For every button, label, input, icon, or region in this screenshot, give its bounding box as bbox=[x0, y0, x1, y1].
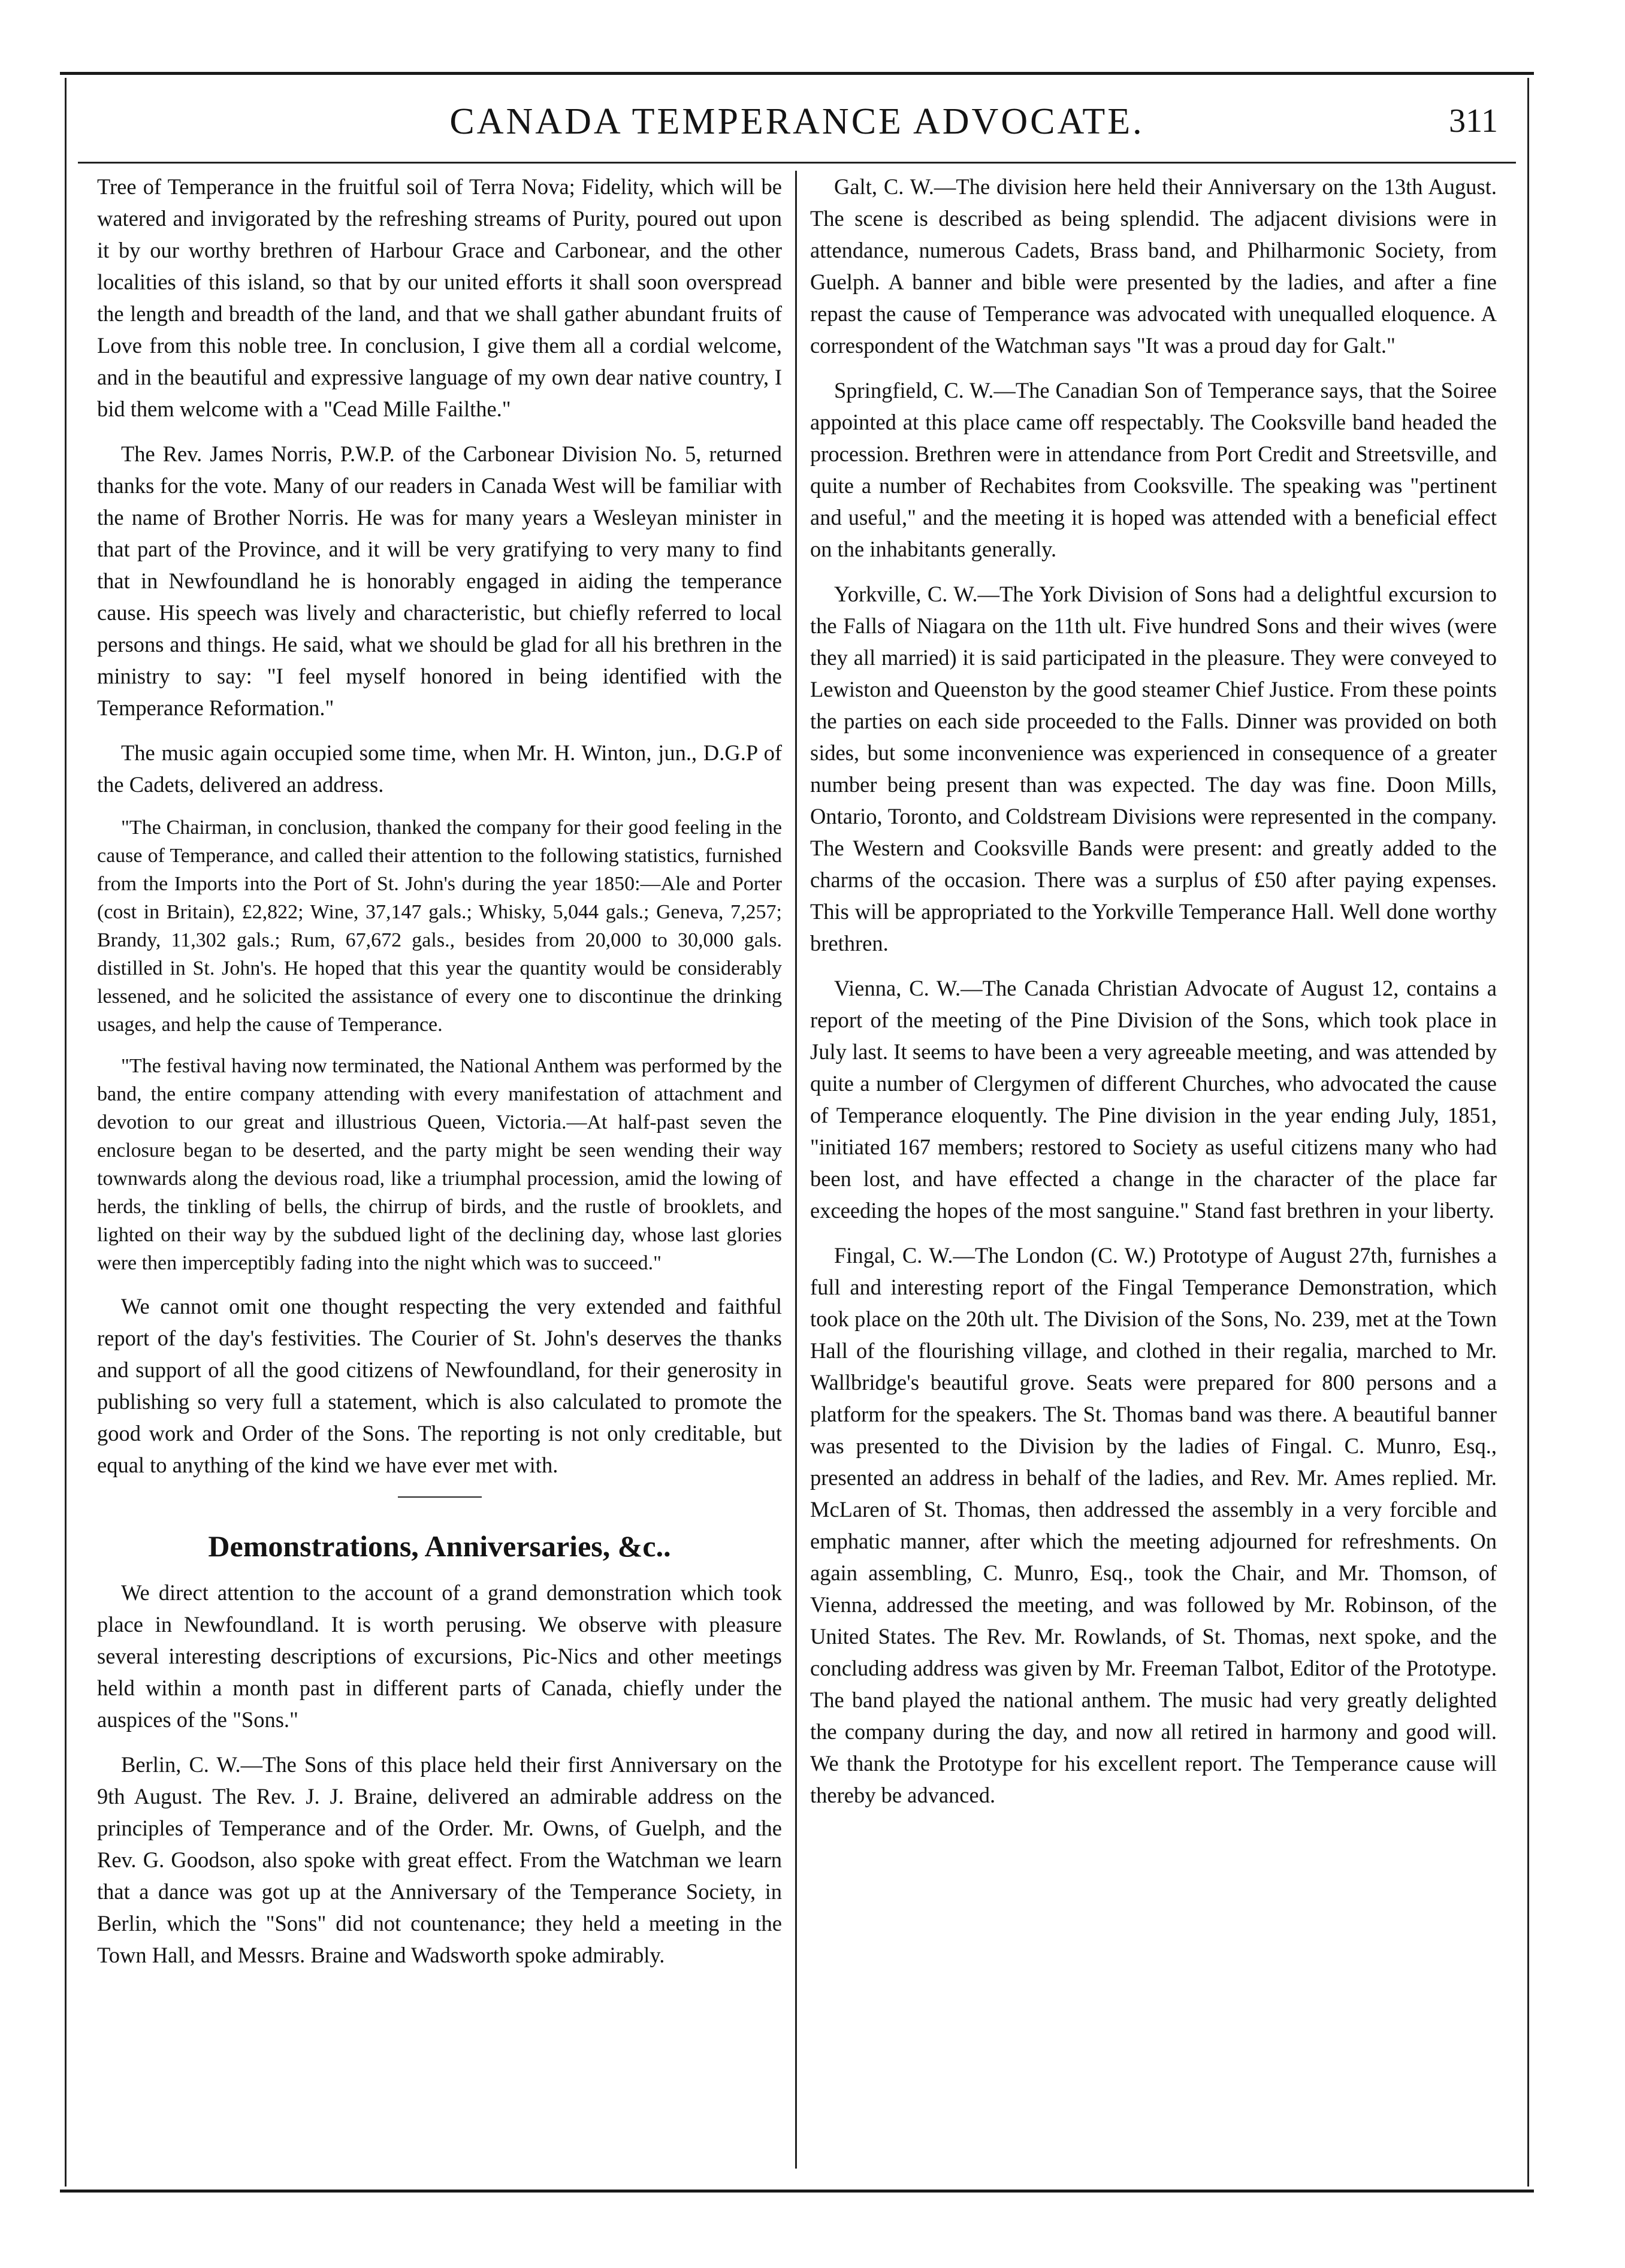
right-paragraph-5: Fingal, C. W.—The London (C. W.) Prototype of August 27th, furnishes a full and interesting report of the Fingal Temperance Demonstration, which took place on the 20th ult. The Division of the Sons, No. 239, met at the Town Hall of the flourishing village, and clothed in their regalia, marched to Mr. Wallbridge's beautiful grove. Seats were prepared for 800 persons and a platform for the speakers. The St. Thomas band was there. A beautiful banner was presented to the Division by the ladies of Fingal. C. Munro, Esq., presented an address in behalf of the ladies, and Rev. Mr. Ames replied. Mr. McLaren of St. Thomas, then addressed the assembly in a very forcible and emphatic manner, after which the meeting adjourned for refreshments. On again assembling, C. Munro, Esq., took the Chair, and Mr. Thomson, of Vienna, addressed the meeting, and was followed by Mr. Robinson, of the United States. The Rev. Mr. Rowlands, of St. Thomas, next spoke, and the concluding address was given by Mr. Freeman Talbot, Editor of the Prototype. The band played the national anthem. The music had very greatly delighted the company during the day, and now all retired in harmony and good will. We thank the Prototype for his excellent report. The Temperance cause will thereby be advanced. bbox=[810, 1243, 1497, 1807]
left-paragraph-7: We direct attention to the account of a grand demonstration which took place in Newfoundland. It is worth perusing. We observe with pleasure several interesting descriptions of excursions, Pic-Nics and other meetings held within a month past in different parts of Canada, chiefly under the auspices of the "Sons." bbox=[97, 1580, 782, 1732]
section-divider bbox=[398, 1496, 482, 1498]
right-column bbox=[797, 171, 1510, 2169]
right-paragraph-1: Galt, C. W.—The division here held their Anniversary on the 13th August. The scene is described as being splendid. The adjacent divisions were in attendance, numerous Cadets, Brass band, and Philharmonic Society, from Guelph. A banner and bible were presented by the ladies, and after a fine repast the cause of Temperance was advocated with unequalled eloquence. A correspondent of the Watchman says "It was a proud day for Galt." bbox=[810, 174, 1497, 358]
left-paragraph-8: Berlin, C. W.—The Sons of this place held their first Anniversary on the 9th August. The Rev. J. J. Braine, delivered an admirable address on the principles of Temperance and of the Order. Mr. Owns, of Guelph, and the Rev. G. Goodson, also spoke with great effect. From the Watchman we learn that a dance was got up at the Anniversary of the Temperance Society, in Berlin, which the "Sons" did not countenance; they held a meeting in the Town Hall, and Messrs. Braine and Wadsworth spoke admirably. bbox=[97, 1752, 782, 1967]
right-border-rule bbox=[1527, 78, 1529, 2187]
top-border-rule bbox=[60, 72, 1534, 75]
page-number: 311 bbox=[1449, 102, 1498, 140]
left-paragraph-1: Tree of Temperance in the fruitful soil of Terra Nova; Fidelity, which will be watered and invigorated by the refreshing streams of Purity, poured out upon it by our worthy brethren of Harbour Grace and Carbonear, and the other localities of this island, so that by our united efforts it shall soon overspread the length and breadth of the land, and that we shall gather abundant fruits of Love from this noble tree. In conclusion, I give them all a cordial welcome, and in the beautiful and expressive language of my own dear native country, I bid them welcome with a "Cead Mille Failthe." bbox=[97, 174, 782, 421]
left-paragraph-4: "The Chairman, in conclusion, thanked the company for their good feeling in the cause of Temperance, and called their attention to the following statistics, furnished from the Imports into the Port of St. John's during the year 1850:—Ale and Porter (cost in Britain), £2,822; Wine, 37,147 gals.; Whisky, 5,044 gals.; Geneva, 7,257; Brandy, 11,302 gals.; Rum, 67,672 gals., besides from 20,000 to 30,000 gals. distilled in St. John's. He hoped that this year the quantity would be considerably lessened, and he solicited the assistance of every one to discontinue the drinking usages, and help the cause of Temperance. bbox=[97, 817, 782, 1036]
newspaper-page bbox=[60, 72, 1534, 2193]
right-paragraph-4: Vienna, C. W.—The Canada Christian Advocate of August 12, contains a report of the meeting of the Pine Division of the Sons, which took place in July last. It seems to have been a very agreeable meeting, and was attended by quite a number of Clergymen of different Churches, who advocated the cause of Temperance eloquently. The Pine division in the year ending July, 1851, "initiated 167 members; restored to Society as useful citizens many who had been lost, and have effected a change in the character of the place far exceeding the hopes of the most sanguine." Stand fast brethren in your liberty. bbox=[810, 976, 1497, 1223]
left-paragraph-2: The Rev. James Norris, P.W.P. of the Carbonear Division No. 5, returned thanks for the vote. Many of our readers in Canada West will be familiar with the name of Brother Norris. He was for many years a Wesleyan minister in that part of the Province, and it will be very gratifying to very many to find that in Newfoundland he is honorably engaged in aiding the temperance cause. His speech was lively and characteristic, but chiefly referred to local persons and things. He said, what we should be glad for all his brethren in the ministry to say: "I feel myself honored in being identified with the Temperance Reformation." bbox=[97, 441, 782, 720]
article-columns bbox=[84, 171, 1510, 2169]
publication-title: CANADA TEMPERANCE ADVOCATE. bbox=[449, 101, 1144, 142]
section-heading: Demonstrations, Anniversaries, &c.. bbox=[208, 1529, 671, 1563]
right-paragraph-3: Yorkville, C. W.—The York Division of Sons had a delightful excursion to the Falls of Niagara on the 11th ult. Five hundred Sons and their wives (were they all married) it is said participated in the pleasure. They were conveyed to Lewiston and Queenston by the good steamer Chief Justice. From these points the parties on each side proceeded to the Falls. Dinner was provided on both sides, but some inconvenience was experienced in consequence of a greater number being present than was expected. The day was fine. Doon Mills, Ontario, Toronto, and Coldstream Divisions were represented in the company. The Western and Cooksville Bands were present: and greatly added to the charms of the occasion. There was a surplus of £50 after paying expenses. This will be appropriated to the Yorkville Temperance Hall. Well done worthy brethren. bbox=[810, 582, 1497, 955]
left-border-rule bbox=[65, 78, 67, 2187]
masthead bbox=[84, 89, 1510, 155]
header-rule bbox=[78, 162, 1516, 164]
left-paragraph-5: "The festival having now terminated, the National Anthem was performed by the band, the entire company attending with every manifestation of attachment and devotion to our great and illustrious Queen, Victoria.—At half-past seven the enclosure began to be deserted, and the party might be seen wending their way townwards along the devious road, like a triumphal procession, amid the lowing of herds, the tinkling of bells, the chirrup of birds, and the rustle of brooklets, and lighted on their way by the subdued light of the declining day, whose last glories were then imperceptibly fading into the night which was to succeed." bbox=[97, 1055, 782, 1274]
bottom-border-rule bbox=[60, 2190, 1534, 2193]
right-paragraph-2: Springfield, C. W.—The Canadian Son of Temperance says, that the Soiree appointed at this place came off respectably. The Cooksville band headed the procession. Brethren were in attendance from Port Credit and Streetsville, and quite a number of Rechabites from Cooksville. The speaking was "pertinent and useful," and the meeting it is hoped was attended with a beneficial effect on the inhabitants generally. bbox=[810, 378, 1497, 561]
left-paragraph-3: The music again occupied some time, when Mr. H. Winton, jun., D.G.P of the Cadets, delivered an address. bbox=[97, 740, 782, 797]
left-paragraph-6: We cannot omit one thought respecting the very extended and faithful report of the day's festivities. The Courier of St. John's deserves the thanks and support of all the good citizens of Newfoundland, for their generosity in publishing so very full a statement, which is also calculated to promote the good work and Order of the Sons. The reporting is not only creditable, but equal to anything of the kind we have ever met with. bbox=[97, 1294, 782, 1477]
left-column bbox=[84, 171, 797, 2169]
